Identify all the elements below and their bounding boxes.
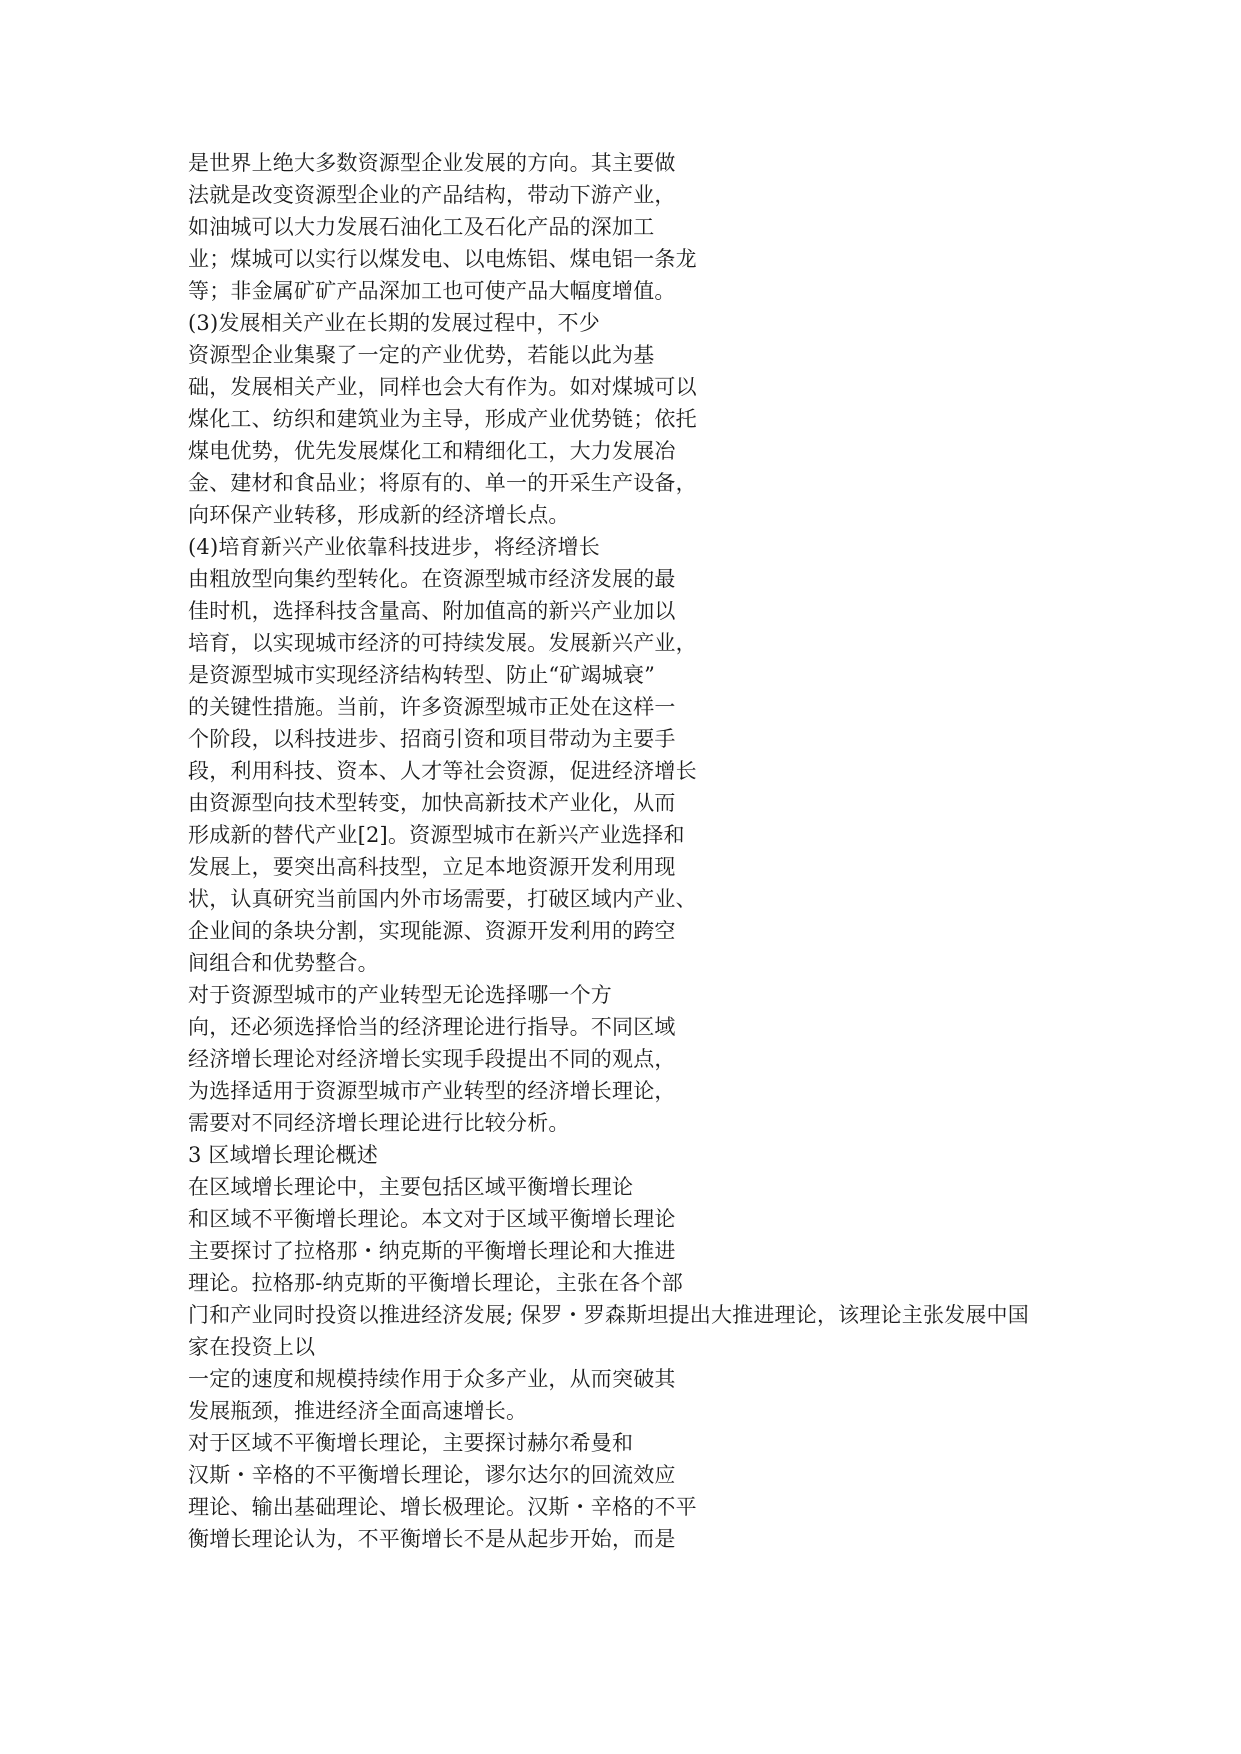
text-line: 由资源型向技术型转变，加快高新技术产业化，从而 <box>188 791 676 815</box>
text-line: 衡增长理论认为，不平衡增长不是从起步开始，而是 <box>188 1527 676 1551</box>
text-line: 对于资源型城市的产业转型无论选择哪一个方 <box>188 983 612 1007</box>
text-line: 家在投资上以 <box>188 1335 316 1359</box>
section-heading-3: (3)发展相关产业在长期的发展过程中，不少 <box>188 311 600 335</box>
text-line: 形成新的替代产业[2]。资源型城市在新兴产业选择和 <box>188 823 685 847</box>
text-line: 企业间的条块分割，实现能源、资源开发利用的跨空 <box>188 919 676 943</box>
text-line: 理论。拉格那-纳克斯的平衡增长理论，主张在各个部 <box>188 1271 683 1295</box>
text-line: 的关键性措施。当前，许多资源型城市正处在这样一 <box>188 695 676 719</box>
text-line: 间组合和优势整合。 <box>188 951 379 975</box>
text-line: 础，发展相关产业，同样也会大有作为。如对煤城可以 <box>188 375 697 399</box>
section-heading-4: (4)培育新兴产业依靠科技进步，将经济增长 <box>188 535 600 559</box>
text-line: 和区域不平衡增长理论。本文对于区域平衡增长理论 <box>188 1207 676 1231</box>
text-line: 煤化工、纺织和建筑业为主导，形成产业优势链；依托 <box>188 407 697 431</box>
text-line: 佳时机，选择科技含量高、附加值高的新兴产业加以 <box>188 599 676 623</box>
text-line: 在区域增长理论中，主要包括区域平衡增长理论 <box>188 1175 634 1199</box>
text-line: 资源型企业集聚了一定的产业优势，若能以此为基 <box>188 343 655 367</box>
text-line: 是世界上绝大多数资源型企业发展的方向。其主要做 <box>188 151 676 175</box>
text-line: 门和产业同时投资以推进经济发展; 保罗・罗森斯坦提出大推进理论，该理论主张发展中国 <box>188 1303 1029 1327</box>
text-line: 一定的速度和规模持续作用于众多产业，从而突破其 <box>188 1367 676 1391</box>
text-line: 发展上，要突出高科技型，立足本地资源开发利用现 <box>188 855 676 879</box>
text-line: 状，认真研究当前国内外市场需要，打破区域内产业、 <box>188 887 697 911</box>
text-line: 需要对不同经济增长理论进行比较分析。 <box>188 1111 570 1135</box>
text-line: 煤电优势，优先发展煤化工和精细化工，大力发展冶 <box>188 439 676 463</box>
text-line: 如油城可以大力发展石油化工及石化产品的深加工 <box>188 215 655 239</box>
text-line: 为选择适用于资源型城市产业转型的经济增长理论， <box>188 1079 676 1103</box>
text-line: 段，利用科技、资本、人才等社会资源，促进经济增长 <box>188 759 697 783</box>
body-text <box>188 147 1068 1555</box>
text-line: 对于区域不平衡增长理论，主要探讨赫尔希曼和 <box>188 1431 634 1455</box>
text-line: 个阶段，以科技进步、招商引资和项目带动为主要手 <box>188 727 676 751</box>
text-line: 主要探讨了拉格那・纳克斯的平衡增长理论和大推进 <box>188 1239 676 1263</box>
text-line: 金、建材和食品业；将原有的、单一的开采生产设备， <box>188 471 697 495</box>
text-line: 理论、输出基础理论、增长极理论。汉斯・辛格的不平 <box>188 1495 697 1519</box>
text-line: 法就是改变资源型企业的产品结构，带动下游产业， <box>188 183 676 207</box>
text-line: 是资源型城市实现经济结构转型、防止“矿竭城衰” <box>188 663 656 687</box>
text-line: 向，还必须选择恰当的经济理论进行指导。不同区域 <box>188 1015 676 1039</box>
section-heading-region-growth: 3 区域增长理论概述 <box>188 1143 379 1167</box>
text-line: 经济增长理论对经济增长实现手段提出不同的观点， <box>188 1047 676 1071</box>
text-line: 业；煤城可以实行以煤发电、以电炼铝、煤电铝一条龙 <box>188 247 697 271</box>
text-line: 向环保产业转移，形成新的经济增长点。 <box>188 503 570 527</box>
text-line: 培育，以实现城市经济的可持续发展。发展新兴产业， <box>188 631 697 655</box>
text-line: 由粗放型向集约型转化。在资源型城市经济发展的最 <box>188 567 676 591</box>
text-line: 汉斯・辛格的不平衡增长理论，谬尔达尔的回流效应 <box>188 1463 676 1487</box>
text-line: 等；非金属矿矿产品深加工也可使产品大幅度增值。 <box>188 279 676 303</box>
text-line: 发展瓶颈，推进经济全面高速增长。 <box>188 1399 528 1423</box>
